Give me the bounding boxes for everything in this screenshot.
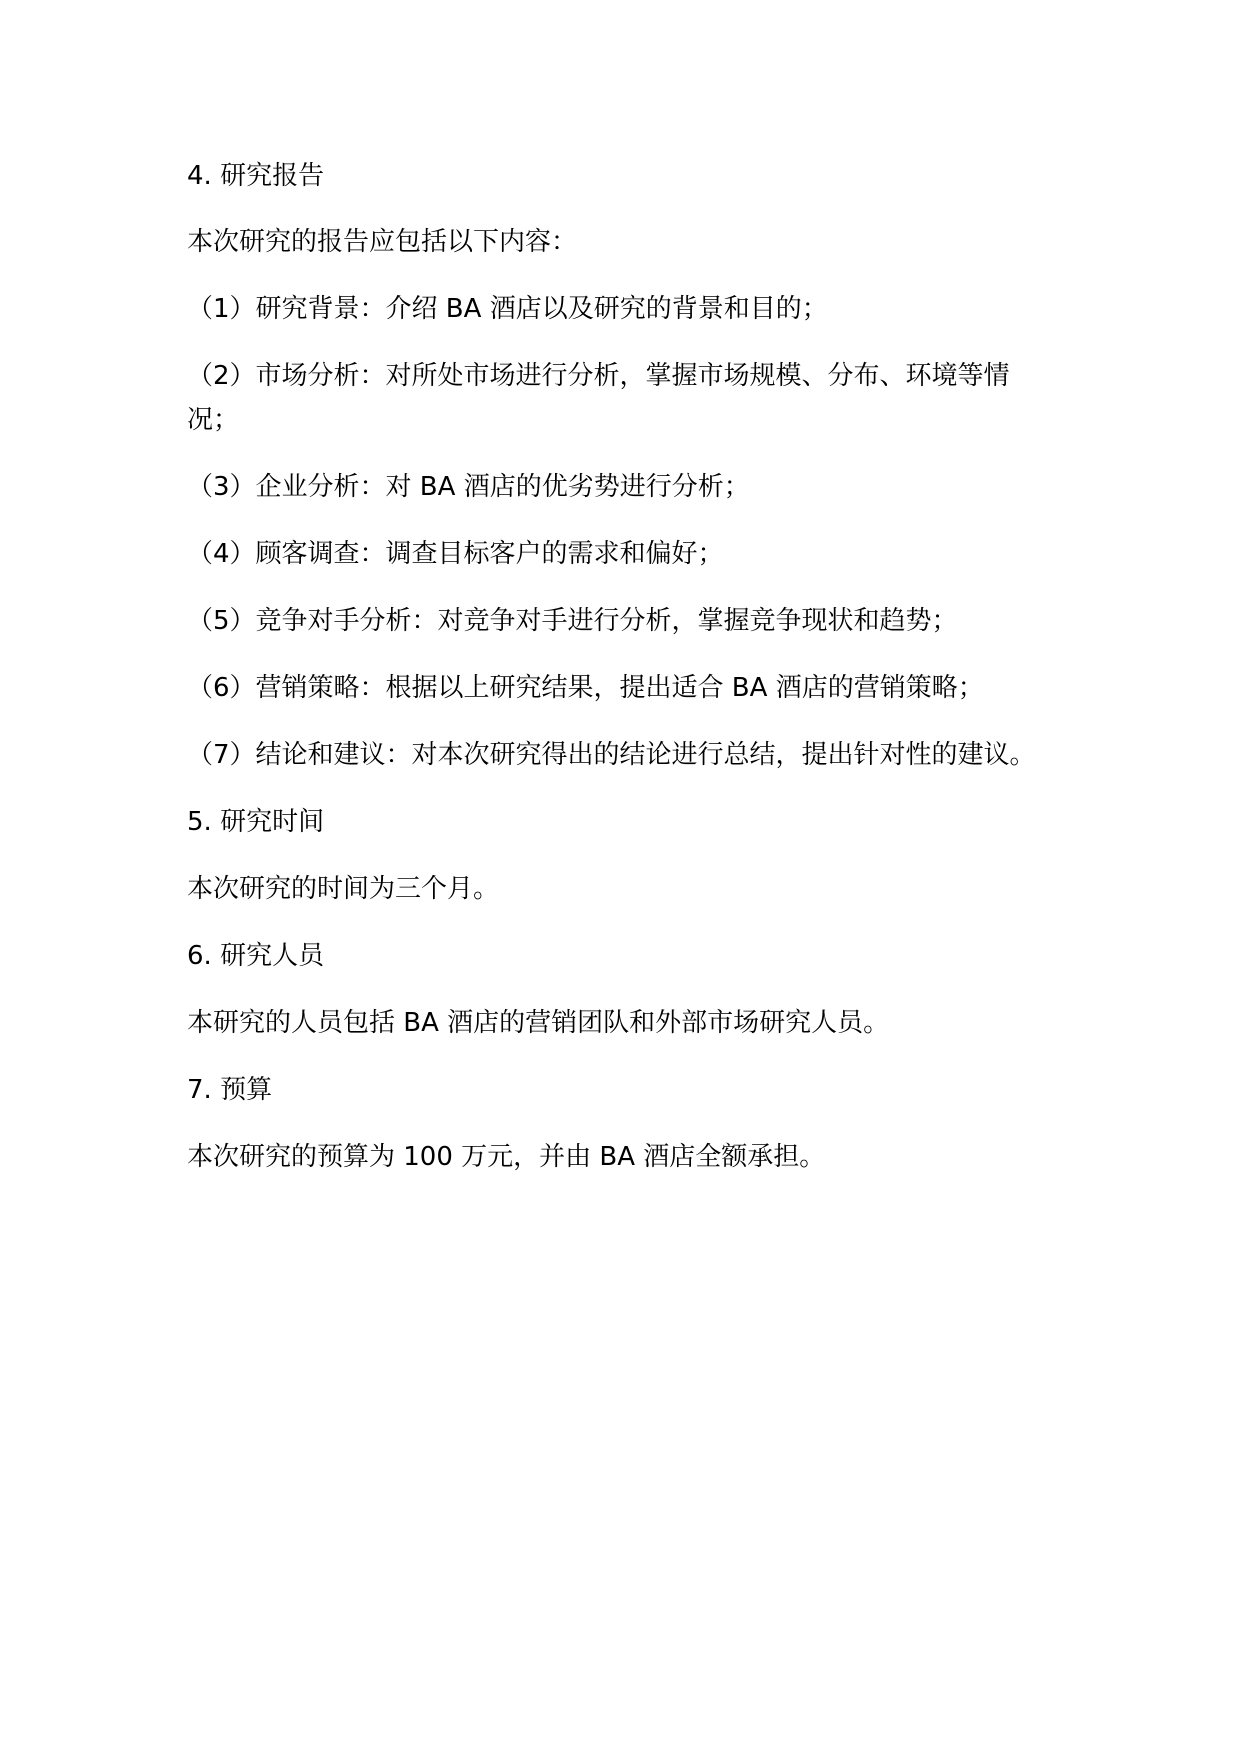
section-7-body: 本次研究的预算为 100 万元，并由 BA 酒店全额承担。 bbox=[187, 1142, 826, 1172]
section-5-heading: 5. 研究时间 bbox=[187, 807, 325, 837]
section-7-heading: 7. 预算 bbox=[187, 1075, 273, 1105]
report-item-4: （4）顾客调查：调查目标客户的需求和偏好； bbox=[187, 539, 724, 569]
report-item-7: （7）结论和建议：对本次研究得出的结论进行总结，提出针对性的建议。 bbox=[187, 740, 1036, 770]
report-item-5: （5）竞争对手分析：对竞争对手进行分析，掌握竞争现状和趋势； bbox=[187, 606, 958, 636]
section-4-heading: 4. 研究报告 bbox=[187, 161, 325, 191]
report-item-6: （6）营销策略：根据以上研究结果，提出适合 BA 酒店的营销策略； bbox=[187, 673, 984, 703]
report-item-1: （1）研究背景：介绍 BA 酒店以及研究的背景和目的； bbox=[187, 294, 828, 324]
section-6-heading: 6. 研究人员 bbox=[187, 941, 325, 971]
section-4-intro: 本次研究的报告应包括以下内容： bbox=[187, 227, 578, 257]
section-5-body: 本次研究的时间为三个月。 bbox=[187, 874, 500, 904]
report-item-3: （3）企业分析：对 BA 酒店的优劣势进行分析； bbox=[187, 472, 750, 502]
report-item-2: （2）市场分析：对所处市场进行分析，掌握市场规模、分布、环境等情 bbox=[187, 361, 1010, 391]
report-item-2-continuation: 况； bbox=[187, 405, 240, 435]
section-6-body: 本研究的人员包括 BA 酒店的营销团队和外部市场研究人员。 bbox=[187, 1008, 890, 1038]
